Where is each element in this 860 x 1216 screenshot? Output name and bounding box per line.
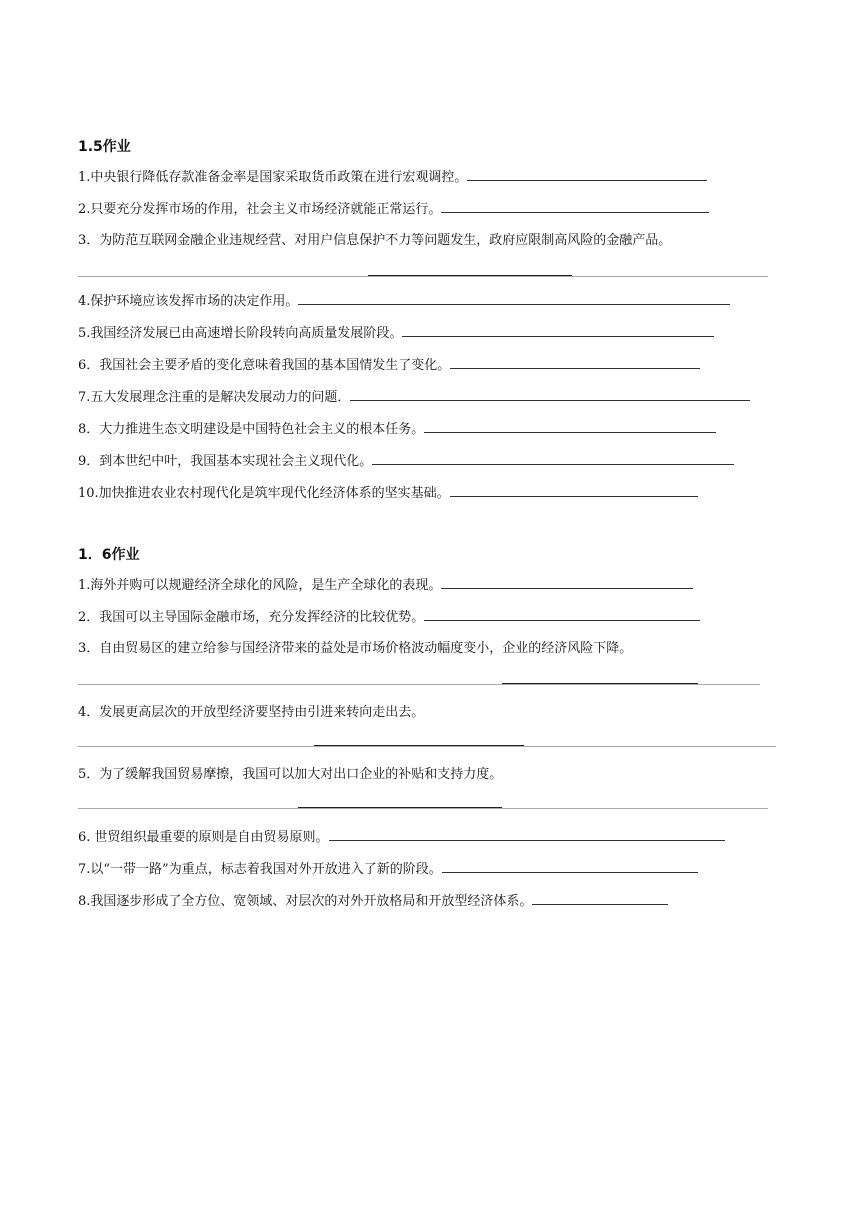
answer-blank[interactable] bbox=[350, 388, 750, 401]
question-1-6-6 bbox=[78, 828, 725, 847]
question-text: 6. 世贸组织最重要的原则是自由贸易原则。 bbox=[78, 830, 329, 845]
question-1-6-3 bbox=[78, 640, 632, 658]
answer-blank[interactable] bbox=[424, 608, 700, 621]
question-text: 1.海外并购可以规避经济全球化的风险，是生产全球化的表现。 bbox=[78, 578, 442, 593]
answer-blank[interactable] bbox=[532, 892, 668, 905]
answer-blank[interactable] bbox=[372, 452, 734, 465]
question-text: 1.中央银行降低存款准备金率是国家采取货币政策在进行宏观调控。 bbox=[78, 170, 468, 185]
question-1-6-2 bbox=[78, 608, 700, 627]
question-text: 4.保护环境应该发挥市场的决定作用。 bbox=[78, 294, 299, 309]
question-1-6-8 bbox=[78, 892, 668, 911]
answer-blank[interactable] bbox=[441, 200, 709, 213]
question-1-6-4 bbox=[78, 704, 424, 722]
answer-blank[interactable] bbox=[329, 828, 725, 841]
answer-blank-full[interactable] bbox=[78, 808, 768, 809]
question-text: 3．自由贸易区的建立给参与国经济带来的益处是市场价格波动幅度变小，企业的经济风险下降。 bbox=[78, 641, 633, 656]
question-text: 7.五大发展理念注重的是解决发展动力的问题． bbox=[78, 390, 351, 405]
question-1-6-5 bbox=[78, 766, 502, 784]
answer-blank-full[interactable] bbox=[78, 746, 776, 747]
question-text: 6．我国社会主要矛盾的变化意味着我国的基本国情发生了变化。 bbox=[78, 358, 451, 373]
answer-blank-full[interactable] bbox=[78, 276, 768, 277]
question-text: 7.以“一带一路”为重点，标志着我国对外开放进入了新的阶段。 bbox=[78, 862, 442, 877]
question-text: 2．我国可以主导国际金融市场，充分发挥经济的比较优势。 bbox=[78, 610, 425, 625]
question-1-5-3 bbox=[78, 232, 671, 250]
answer-blank[interactable] bbox=[441, 576, 693, 589]
section-heading-1-6: 1．6作业 bbox=[78, 547, 140, 563]
question-1-5-9 bbox=[78, 452, 734, 471]
question-1-5-6 bbox=[78, 356, 700, 375]
question-text: 8．大力推进生态文明建设是中国特色社会主义的根本任务。 bbox=[78, 422, 425, 437]
question-1-5-5 bbox=[78, 324, 714, 343]
answer-blank[interactable] bbox=[442, 860, 698, 873]
question-text: 2.只要充分发挥市场的作用，社会主义市场经济就能正常运行。 bbox=[78, 202, 442, 217]
question-text: 5.我国经济发展已由高速增长阶段转向高质量发展阶段。 bbox=[78, 326, 403, 341]
answer-blank-full[interactable] bbox=[78, 684, 760, 685]
question-1-5-4 bbox=[78, 292, 730, 311]
answer-blank[interactable] bbox=[424, 420, 716, 433]
question-1-5-2 bbox=[78, 200, 709, 219]
answer-blank[interactable] bbox=[467, 168, 707, 181]
section-heading-1-5: 1.5作业 bbox=[78, 139, 131, 155]
question-text: 5．为了缓解我国贸易摩擦，我国可以加大对出口企业的补贴和支持力度。 bbox=[78, 767, 503, 782]
question-1-5-10 bbox=[78, 484, 698, 503]
question-1-6-1 bbox=[78, 576, 693, 595]
question-text: 4．发展更高层次的开放型经济要坚持由引进来转向走出去。 bbox=[78, 705, 425, 720]
answer-blank[interactable] bbox=[450, 356, 700, 369]
question-text: 8.我国逐步形成了全方位、宽领域、对层次的对外开放格局和开放型经济体系。 bbox=[78, 894, 533, 909]
answer-blank[interactable] bbox=[402, 324, 714, 337]
answer-blank[interactable] bbox=[450, 484, 698, 497]
question-1-6-7 bbox=[78, 860, 698, 879]
question-1-5-1 bbox=[78, 168, 707, 187]
answer-blank[interactable] bbox=[298, 292, 730, 305]
question-text: 3．为防范互联网金融企业违规经营、对用户信息保护不力等问题发生，政府应限制高风险的金融产品。 bbox=[78, 233, 672, 248]
question-text: 10.加快推进农业农村现代化是筑牢现代化经济体系的坚实基础。 bbox=[78, 486, 450, 501]
question-1-5-8 bbox=[78, 420, 716, 439]
question-1-5-7 bbox=[78, 388, 750, 407]
question-text: 9．到本世纪中叶，我国基本实现社会主义现代化。 bbox=[78, 454, 373, 469]
